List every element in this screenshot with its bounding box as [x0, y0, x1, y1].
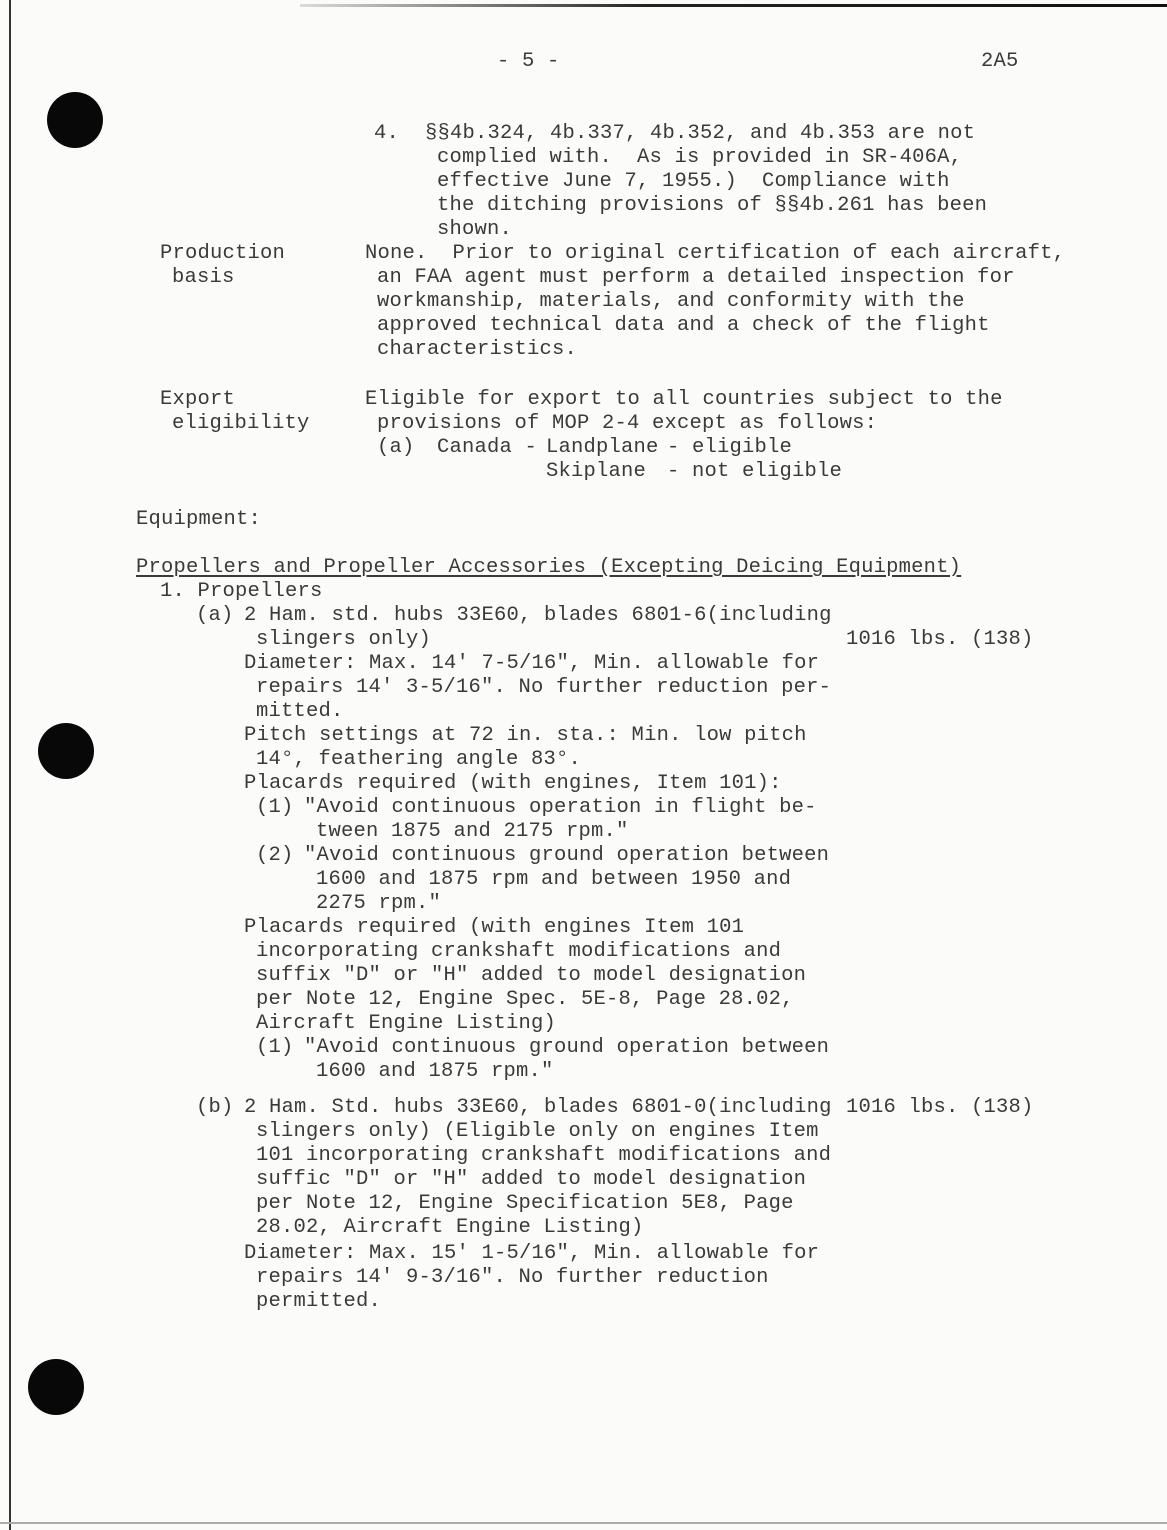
production-basis-label: basis — [172, 266, 235, 289]
placard-line: tween 1875 and 2175 rpm." — [316, 820, 629, 843]
propeller-b-line: per Note 12, Engine Specification 5E8, Page — [256, 1192, 794, 1215]
export-eligibility-label: eligibility — [172, 412, 310, 435]
hole-punch-top — [47, 92, 103, 148]
export-eligibility-line: provisions of MOP 2-4 except as follows: — [377, 412, 878, 435]
page-left-edge — [9, 0, 11, 1530]
placard-line: "Avoid continuous operation in flight be- — [304, 796, 817, 819]
placard-line: 1600 and 1875 rpm." — [316, 1060, 554, 1083]
hole-punch-bottom — [28, 1359, 84, 1415]
placard-line: "Avoid continuous ground operation between — [304, 1036, 830, 1059]
production-basis-line: an FAA agent must perform a detailed inspection for — [377, 266, 1015, 289]
item-4-line: the ditching provisions of §§4b.261 has been — [437, 194, 988, 217]
export-status: - not eligible — [667, 460, 843, 483]
placard-line: 1600 and 1875 rpm and between 1950 and — [316, 868, 792, 891]
propeller-a-diameter: mitted. — [256, 700, 344, 723]
item-4-line: effective June 7, 1955.) Compliance with — [437, 170, 950, 193]
placards-title: Placards required (with engines, Item 101): — [244, 772, 782, 795]
export-eligibility-line: Eligible for export to all countries subject to the — [365, 388, 1003, 411]
document-id: 2A5 — [981, 50, 1019, 73]
hole-punch-middle — [38, 723, 94, 779]
propeller-b-diameter: permitted. — [256, 1290, 382, 1313]
page-bottom-edge — [0, 1522, 1167, 1524]
propeller-a-pitch: Pitch settings at 72 in. sta.: Min. low pitch — [244, 724, 807, 747]
placards2-line: per Note 12, Engine Spec. 5E-8, Page 28.02, — [256, 988, 794, 1011]
propeller-a-line: 2 Ham. std. hubs 33E60, blades 6801-6(including — [244, 604, 832, 627]
placards2-line: incorporating crankshaft modifications and — [256, 940, 782, 963]
propeller-b-line: slingers only) (Eligible only on engines Item — [256, 1120, 819, 1143]
export-aircraft-type: Skiplane — [546, 460, 659, 483]
placards2-line: suffix "D" or "H" added to model designation — [256, 964, 807, 987]
item-4-number: 4. — [374, 122, 400, 145]
propellers-item-title: 1. Propellers — [160, 580, 323, 603]
production-basis-line: workmanship, materials, and conformity with the — [377, 290, 965, 313]
page-number: - 5 - — [497, 50, 560, 73]
propellers-section-title: Propellers and Propeller Accessories (Excepting Deicing Equipment) — [136, 556, 962, 579]
production-basis-label: Production — [160, 242, 286, 265]
item-4-line: complied with. As is provided in SR-406A, — [437, 146, 963, 169]
page-top-edge — [300, 4, 1167, 7]
export-sub-a-marker: (a) — [377, 436, 415, 459]
propeller-b-line: 28.02, Aircraft Engine Listing) — [256, 1216, 644, 1239]
propeller-b-diameter: Diameter: Max. 15' 1-5/16", Min. allowable for — [244, 1242, 820, 1265]
export-country: Canada - — [437, 436, 538, 459]
item-4-line: §§4b.324, 4b.337, 4b.352, and 4b.353 are not — [425, 122, 976, 145]
propeller-a-diameter: Diameter: Max. 14' 7-5/16", Min. allowable for — [244, 652, 820, 675]
propeller-a-diameter: repairs 14' 3-5/16". No further reduction per- — [256, 676, 832, 699]
export-aircraft-type: Landplane — [546, 436, 659, 459]
production-basis-line: None. Prior to original certification of each aircraft, — [365, 242, 1066, 265]
propeller-a-weight: 1016 lbs. (138) — [846, 628, 1034, 651]
placard-marker: (1) — [256, 796, 294, 819]
production-basis-line: approved technical data and a check of the flight — [377, 314, 990, 337]
item-4-line: shown. — [437, 218, 513, 241]
equipment-heading: Equipment: — [136, 508, 262, 531]
placards2-line: Placards required (with engines Item 101 — [244, 916, 745, 939]
placards2-line: Aircraft Engine Listing) — [256, 1012, 557, 1035]
propeller-b-weight: 1016 lbs. (138) — [846, 1096, 1034, 1119]
propeller-b-diameter: repairs 14' 9-3/16". No further reduction — [256, 1266, 769, 1289]
placard-marker: (1) — [256, 1036, 294, 1059]
placard-line: "Avoid continuous ground operation between — [304, 844, 830, 867]
propeller-b-line: 2 Ham. Std. hubs 33E60, blades 6801-0(including — [244, 1096, 832, 1119]
production-basis-line: characteristics. — [377, 338, 578, 361]
export-eligibility-label: Export — [160, 388, 236, 411]
placard-line: 2275 rpm." — [316, 892, 442, 915]
propeller-a-line: slingers only) — [256, 628, 432, 651]
propeller-a-marker: (a) — [196, 604, 234, 627]
propeller-b-line: 101 incorporating crankshaft modifications and — [256, 1144, 832, 1167]
propeller-b-marker: (b) — [196, 1096, 234, 1119]
export-status: - eligible — [667, 436, 793, 459]
placard-marker: (2) — [256, 844, 294, 867]
propeller-b-line: suffic "D" or "H" added to model designation — [256, 1168, 807, 1191]
propeller-a-pitch: 14°, feathering angle 83°. — [256, 748, 582, 771]
